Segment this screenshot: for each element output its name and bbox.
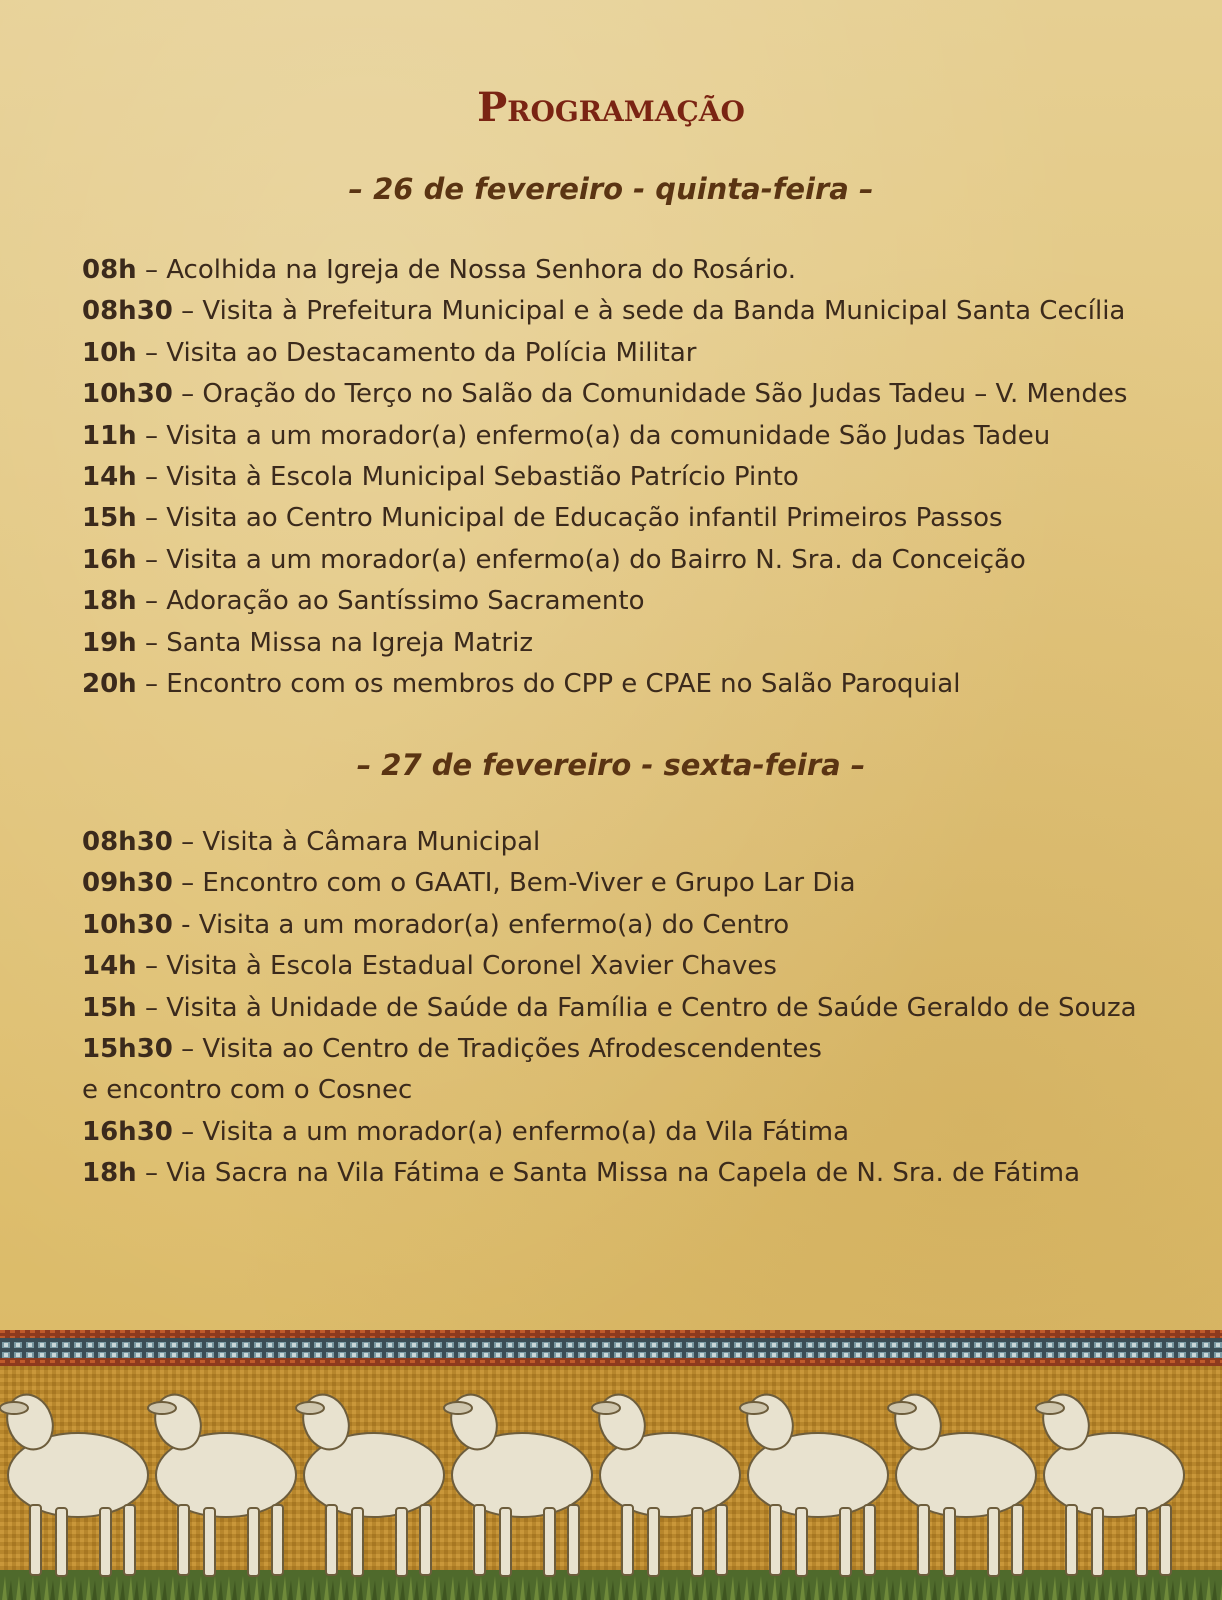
list-item: 16h – Visita a um morador(a) enfermo(a) do Bairro N. Sra. da Conceição (82, 544, 1026, 575)
list-item: 10h30 - Visita a um morador(a) enfermo(a) do Centro (82, 909, 790, 940)
list-item: 08h30 – Visita à Câmara Municipal (82, 827, 541, 857)
list-item: 15h30 – Visita ao Centro de Tradições Afrodescendentes (82, 1034, 822, 1065)
list-item: 16h30 – Visita a um morador(a) enfermo(a) da Vila Fátima (82, 1116, 850, 1147)
list-item: 18h – Adoração ao Santíssimo Sacramento (82, 586, 645, 617)
mosaic-lamb-border (0, 1330, 1222, 1600)
schedule-list-day-1 (82, 250, 1192, 705)
day-heading-1: – 26 de fevereiro - quinta-feira – (348, 172, 874, 206)
list-item: 15h – Visita ao Centro Municipal de Educação infantil Primeiros Passos (82, 503, 1003, 534)
schedule-list-day-2 (82, 822, 1192, 1195)
list-item: 09h30 – Encontro com o GAATI, Bem-Viver e Grupo Lar Dia (82, 868, 856, 899)
list-item: 18h – Via Sacra na Vila Fátima e Santa Missa na Capela de N. Sra. de Fátima (82, 1158, 1081, 1189)
list-item: 20h – Encontro com os membros do CPP e CPAE no Salão Paroquial (82, 669, 961, 700)
list-item: 10h – Visita ao Destacamento da Polícia Militar (82, 337, 697, 368)
list-item: 08h – Acolhida na Igreja de Nossa Senhora do Rosário. (82, 255, 797, 285)
list-item: 11h – Visita a um morador(a) enfermo(a) da comunidade São Judas Tadeu (82, 420, 1051, 451)
list-item: 19h – Santa Missa na Igreja Matriz (82, 627, 533, 658)
list-item: 14h – Visita à Escola Municipal Sebastião Patrício Pinto (82, 462, 799, 493)
list-item: 15h – Visita à Unidade de Saúde da Família e Centro de Saúde Geraldo de Souza (82, 992, 1137, 1023)
list-item: 10h30 – Oração do Terço no Salão da Comunidade São Judas Tadeu – V. Mendes (82, 379, 1128, 410)
list-item: 14h – Visita à Escola Estadual Coronel Xavier Chaves (82, 951, 777, 982)
day-heading-2: – 27 de fevereiro - sexta-feira – (356, 748, 866, 782)
page-title: Programação (477, 84, 745, 131)
list-item: e encontro com o Cosnec (82, 1075, 413, 1106)
list-item: 08h30 – Visita à Prefeitura Municipal e à sede da Banda Municipal Santa Cecília (82, 296, 1126, 327)
